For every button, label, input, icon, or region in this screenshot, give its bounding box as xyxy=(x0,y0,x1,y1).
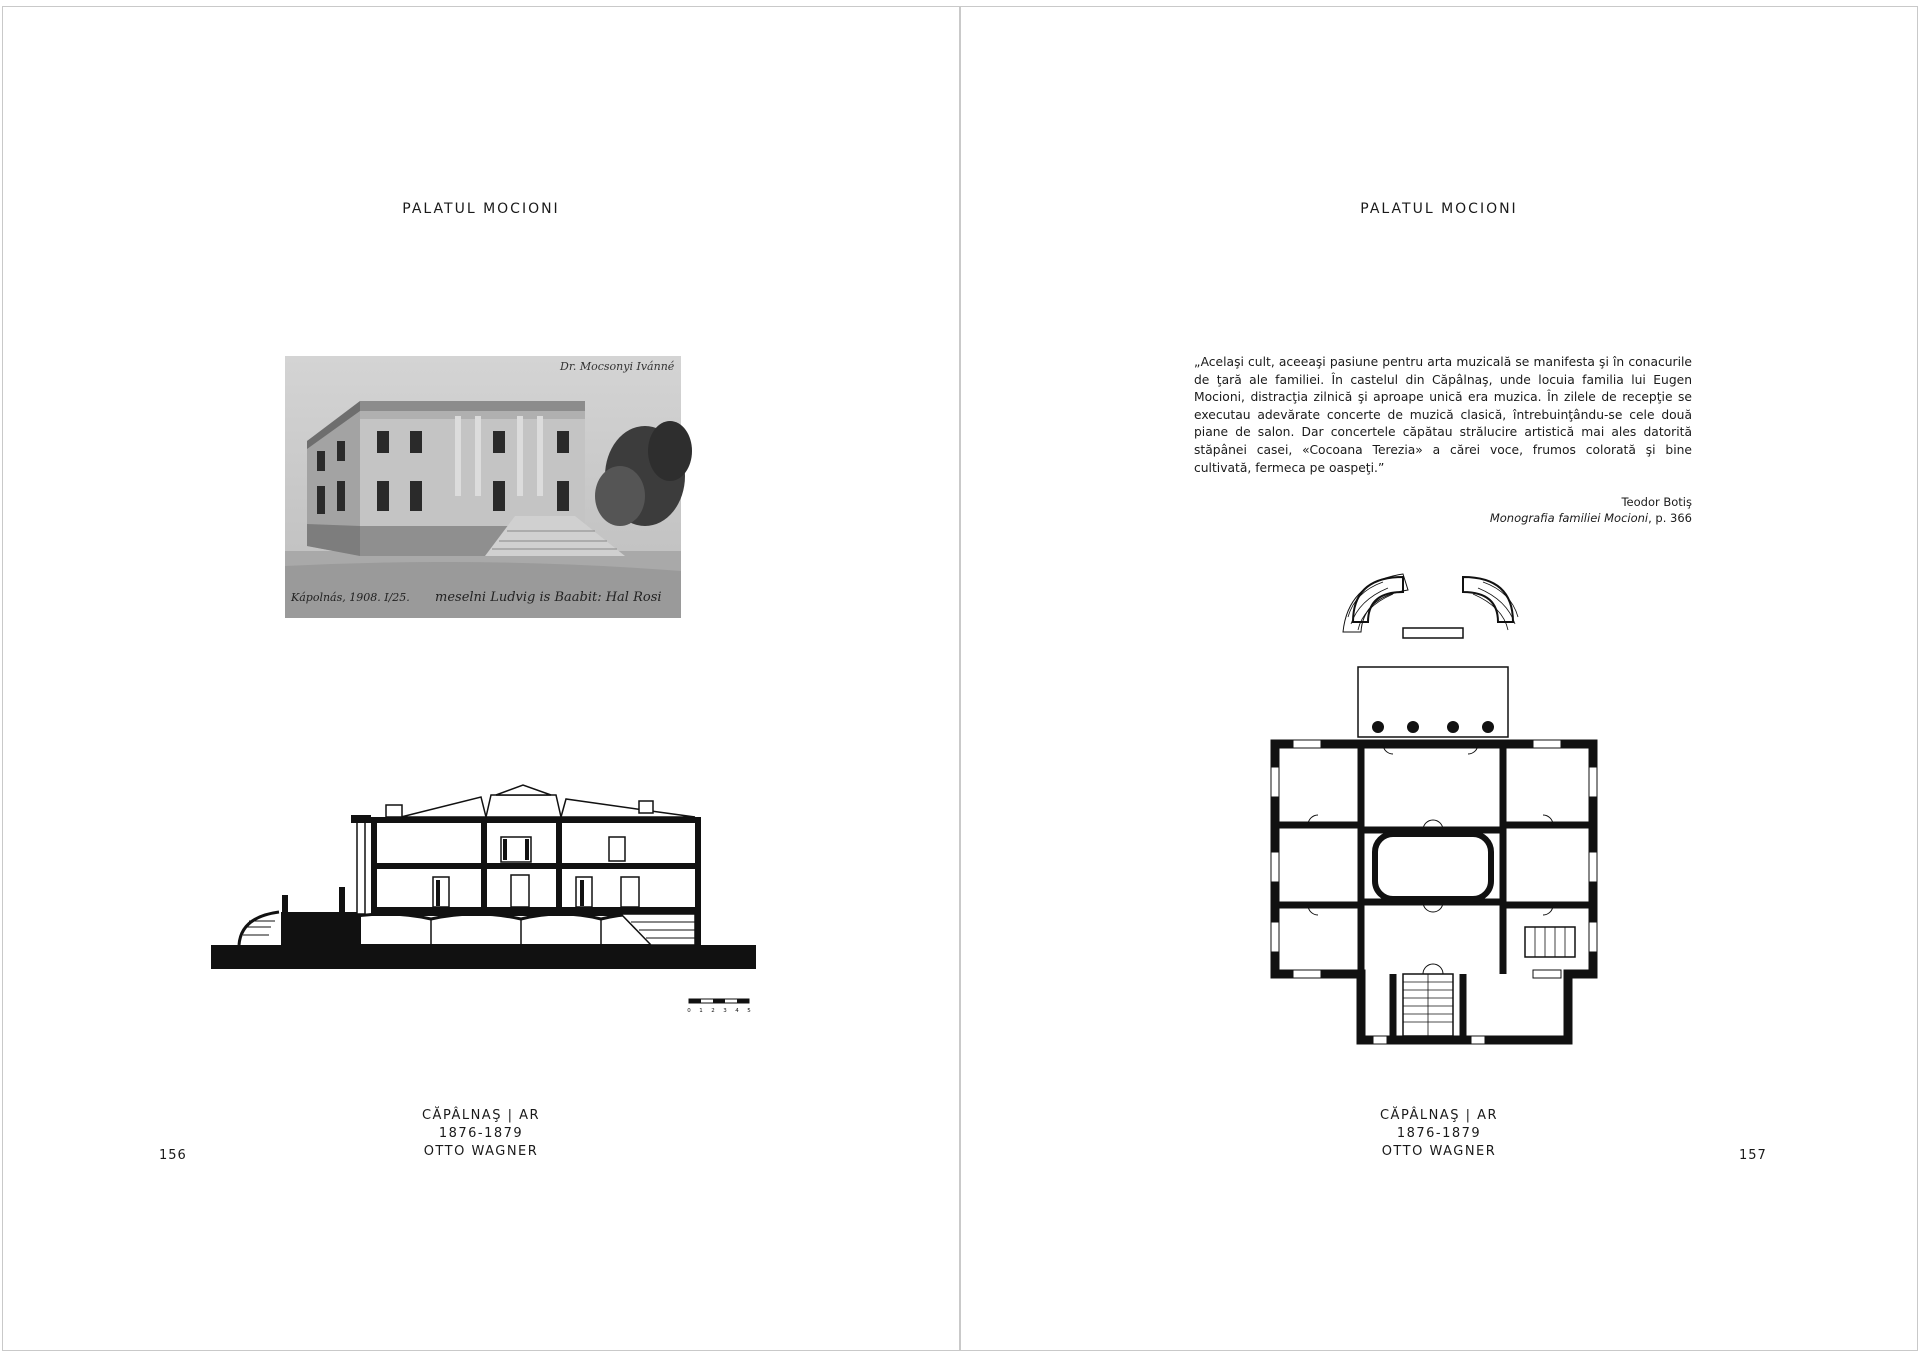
photo-inscription-date: Kápolnás, 1908. I/25. xyxy=(291,591,410,604)
running-title: PALATUL MOCIONI xyxy=(402,201,560,217)
footer-location: CĂPÂLNAŞ | AR xyxy=(1379,1108,1499,1123)
scale-label: 4 xyxy=(735,1008,739,1014)
footer-architect: OTTO WAGNER xyxy=(1381,1144,1497,1159)
footer-location: CĂPÂLNAŞ | AR xyxy=(421,1108,541,1123)
footer-architect: OTTO WAGNER xyxy=(423,1144,539,1159)
scale-label: 2 xyxy=(711,1008,715,1014)
page-number: 157 xyxy=(1739,1148,1767,1163)
footer-caption xyxy=(3,1107,959,1161)
photo-inscription-note: meselni Ludvig is Baabit: Hal Rosi xyxy=(435,590,662,605)
scale-label: 1 xyxy=(699,1008,703,1014)
section-elevation-drawing xyxy=(211,777,756,1017)
footer-years: 1876-1879 xyxy=(438,1126,524,1141)
source-title: Monografia familiei Mocioni xyxy=(1489,511,1649,525)
right-page xyxy=(960,6,1918,1351)
footer-years: 1876-1879 xyxy=(1396,1126,1482,1141)
footer-caption xyxy=(961,1107,1917,1161)
scale-bar xyxy=(688,997,754,1017)
quote-paragraph: „Acelaşi cult, aceeaşi pasiune pentru arta muzicală se manifesta şi în conacurile de ţară ale familiei. În castelul din Căpâlnaş, unde locuia familia lui Eugen Mocioni, distracţia zilnică şi aproape unică era muzica. În zilele de recepţie se executau adevărate concerte de muzică clasică, întrebuinţându-se cele două piane de salon. Dar concertele căpătau strălucire artistică mai ales datorită stăpânei casei, «Cocoana Terezia» a cărei voce, frumos colorată şi bine cultivată, fermeca pe oaspeţi.” xyxy=(1194,355,1692,475)
quote-source xyxy=(1194,511,1692,525)
scale-label: 3 xyxy=(723,1008,727,1014)
page-number: 156 xyxy=(159,1148,187,1163)
scale-label: 0 xyxy=(687,1008,691,1014)
historic-postcard-photo xyxy=(285,356,681,618)
scale-label: 5 xyxy=(747,1008,751,1014)
photo-inscription-top: Dr. Mocsonyi Ivánné xyxy=(560,360,675,373)
quote-author: Teodor Botiş xyxy=(1621,495,1692,509)
floor-plan-drawing xyxy=(1263,572,1603,1052)
left-page xyxy=(2,6,960,1351)
running-title: PALATUL MOCIONI xyxy=(1360,201,1518,217)
source-page: , p. 366 xyxy=(1648,511,1692,525)
